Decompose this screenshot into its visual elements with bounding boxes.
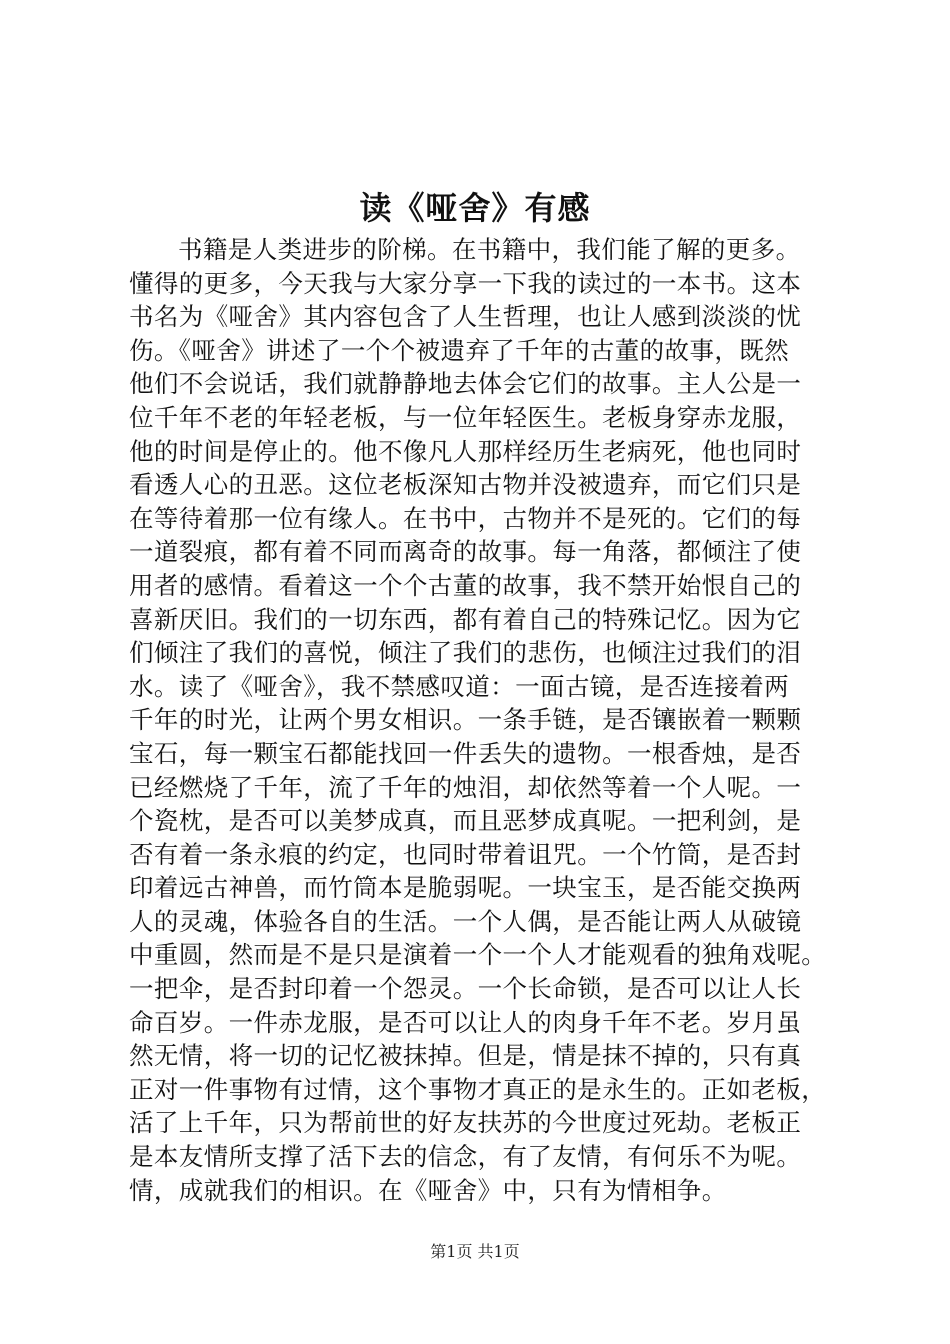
text-line: 命百岁。一件赤龙服，是否可以让人的肉身千年不老。岁月虽 xyxy=(129,1007,802,1037)
text-line: 书籍是人类进步的阶梯。在书籍中，我们能了解的更多。 xyxy=(178,235,801,264)
text-line: 宝石，每一颗宝石都能找回一件丢失的遗物。一根香烛，是否 xyxy=(129,738,802,768)
text-line: 他的时间是停止的。他不像凡人那样经历生老病死，他也同时 xyxy=(129,436,802,466)
text-line: 伤。《哑舍》讲述了一个个被遗弃了千年的古董的故事，既然 xyxy=(129,335,790,365)
text-line: 然无情，将一切的记忆被抹掉。但是，情是抹不掉的，只有真 xyxy=(129,1041,802,1071)
text-line: 看透人心的丑恶。这位老板深知古物并没被遗弃，而它们只是 xyxy=(129,470,802,500)
text-line: 喜新厌旧。我们的一切东西，都有着自己的特殊记忆。因为它 xyxy=(129,604,802,634)
text-line: 已经燃烧了千年，流了千年的烛泪，却依然等着一个人呢。一 xyxy=(129,772,802,802)
text-line: 在等待着那一位有缘人。在书中，古物并不是死的。它们的每 xyxy=(129,503,802,533)
text-line: 人的灵魂，体验各自的生活。一个人偶，是否能让两人从破镜 xyxy=(129,906,802,936)
essay-body xyxy=(129,233,841,1207)
text-line: 正对一件事物有过情，这个事物才真正的是永生的。正如老板， xyxy=(129,1074,827,1104)
text-line: 一把伞，是否封印着一个怨灵。一个长命锁，是否可以让人长 xyxy=(129,974,802,1004)
text-line: 他们不会说话，我们就静静地去体会它们的故事。主人公是一 xyxy=(129,369,802,399)
text-line: 情，成就我们的相识。在《哑舍》中，只有为情相争。 xyxy=(129,1175,727,1205)
text-line: 个瓷枕，是否可以美梦成真，而且恶梦成真呢。一把利剑，是 xyxy=(129,806,802,836)
text-line: 懂得的更多，今天我与大家分享一下我的读过的一本书。这本 xyxy=(129,268,802,298)
text-line: 们倾注了我们的喜悦，倾注了我们的悲伤，也倾注过我们的泪 xyxy=(129,638,802,668)
text-line: 书名为《哑舍》其内容包含了人生哲理，也让人感到淡淡的忧 xyxy=(129,302,802,332)
text-line: 印着远古神兽，而竹筒本是脆弱呢。一块宝玉，是否能交换两 xyxy=(129,873,802,903)
text-line: 用者的感情。看着这一个个古董的故事，我不禁开始恨自己的 xyxy=(129,570,802,600)
text-line: 位千年不老的年轻老板，与一位年轻医生。老板身穿赤龙服， xyxy=(129,402,802,432)
text-line: 活了上千年，只为帮前世的好友扶苏的今世度过死劫。老板正 xyxy=(129,1108,802,1138)
text-line: 否有着一条永痕的约定，也同时带着诅咒。一个竹筒，是否封 xyxy=(129,839,802,869)
page-title: 读《哑舍》有感 xyxy=(359,189,591,227)
text-line: 中重圆，然而是不是只是演着一个一个人才能观看的独角戏呢。 xyxy=(129,940,827,970)
page-footer: 第1页 共1页 xyxy=(430,1242,520,1261)
text-line: 千年的时光，让两个男女相识。一条手链，是否镶嵌着一颗颗 xyxy=(129,705,802,735)
text-line: 一道裂痕，都有着不同而离奇的故事。每一角落，都倾注了使 xyxy=(129,537,802,567)
text-line: 水。读了《哑舍》，我不禁感叹道：一面古镜，是否连接着两 xyxy=(129,671,790,701)
text-line: 是本友情所支撑了活下去的信念，有了友情，有何乐不为呢。 xyxy=(129,1142,802,1172)
